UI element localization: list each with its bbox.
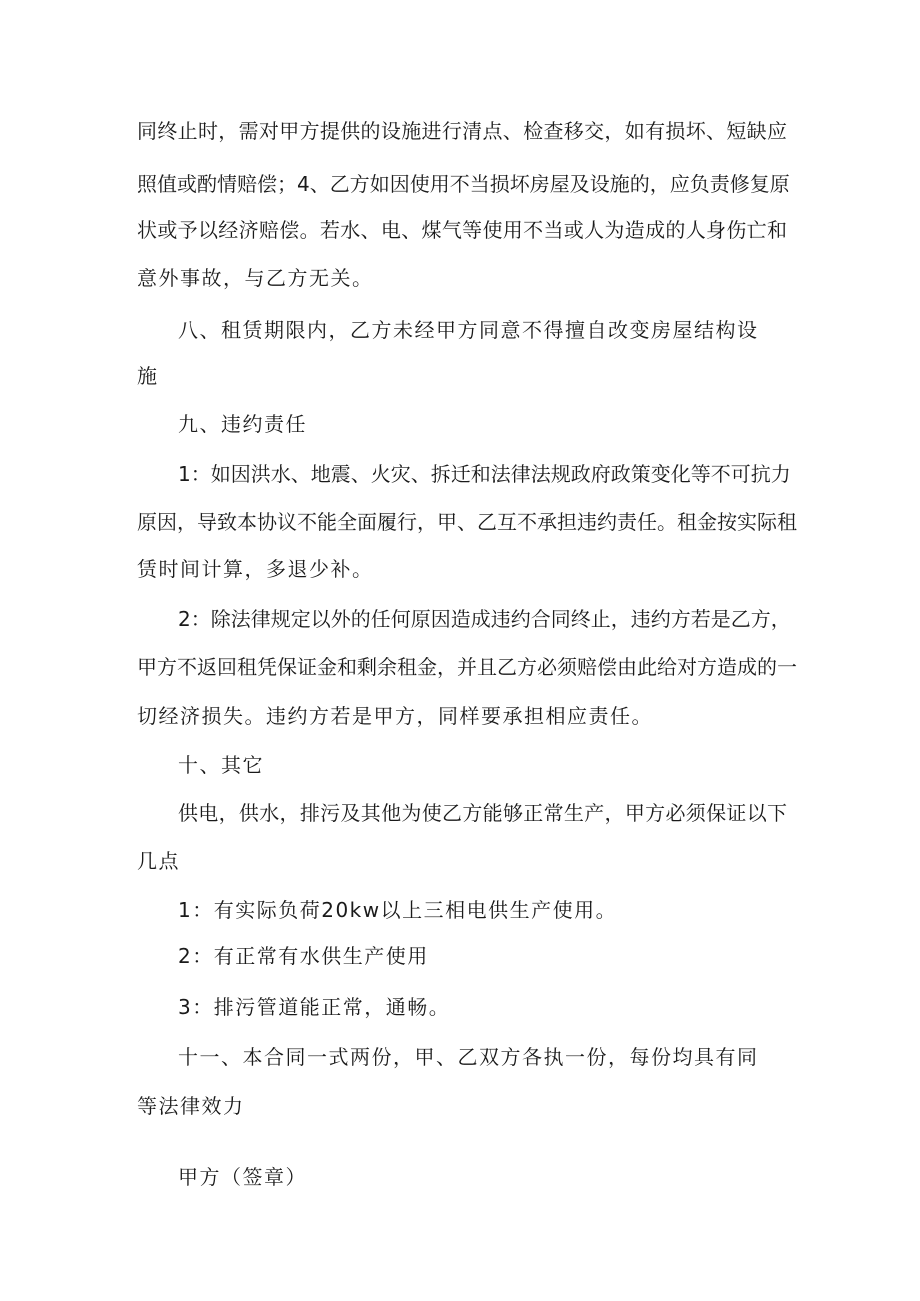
clause-line: 1：如因洪水、地震、火灾、拆迁和法律法规政府政策变化等不可抗力 bbox=[178, 462, 791, 486]
body-line: 赁时间计算，多退少补。 bbox=[137, 557, 374, 581]
body-line: 状或予以经济赔偿。若水、电、煤气等使用不当或人为造成的人身伤亡和 bbox=[137, 218, 787, 242]
body-line: 甲方不返回租凭保证金和剩余租金，并且乙方必须赔偿由此给对方造成的一 bbox=[137, 655, 797, 679]
section-heading: 十、其它 bbox=[178, 753, 264, 777]
list-item: 1：有实际负荷20kw以上三相电供生产使用。 bbox=[178, 898, 618, 922]
clause-line: 供电，供水，排污及其他为使乙方能够正常生产，甲方必须保证以下 bbox=[178, 801, 787, 825]
party-a-signature-label: 甲方（签章） bbox=[178, 1165, 307, 1189]
body-line: 同终止时，需对甲方提供的设施进行清点、检查移交，如有损坏、短缺应 bbox=[137, 119, 787, 143]
list-item: 3：排污管道能正常，通畅。 bbox=[178, 995, 451, 1019]
body-line: 意外事故，与乙方无关。 bbox=[137, 266, 374, 290]
clause-11-line: 十一、本合同一式两份，甲、乙双方各执一份，每份均具有同 bbox=[178, 1045, 759, 1069]
list-item: 2：有正常有水供生产使用 bbox=[178, 944, 429, 968]
body-line: 原因，导致本协议不能全面履行，甲、乙互不承担违约责任。租金按实际租 bbox=[137, 510, 797, 534]
body-line: 等法律效力 bbox=[137, 1094, 245, 1118]
body-line: 几点 bbox=[137, 849, 180, 873]
body-line: 切经济损失。违约方若是甲方，同样要承担相应责任。 bbox=[137, 704, 653, 728]
clause-line: 2：除法律规定以外的任何原因造成违约合同终止，违约方若是乙方， bbox=[178, 607, 791, 631]
section-heading: 九、违约责任 bbox=[178, 412, 307, 436]
clause-8-line: 八、租赁期限内，乙方未经甲方同意不得擅自改变房屋结构设 bbox=[178, 318, 759, 342]
body-line: 照值或酌情赔偿；4、乙方如因使用不当损坏房屋及设施的，应负责修复原 bbox=[137, 172, 790, 196]
body-line: 施 bbox=[137, 364, 159, 388]
